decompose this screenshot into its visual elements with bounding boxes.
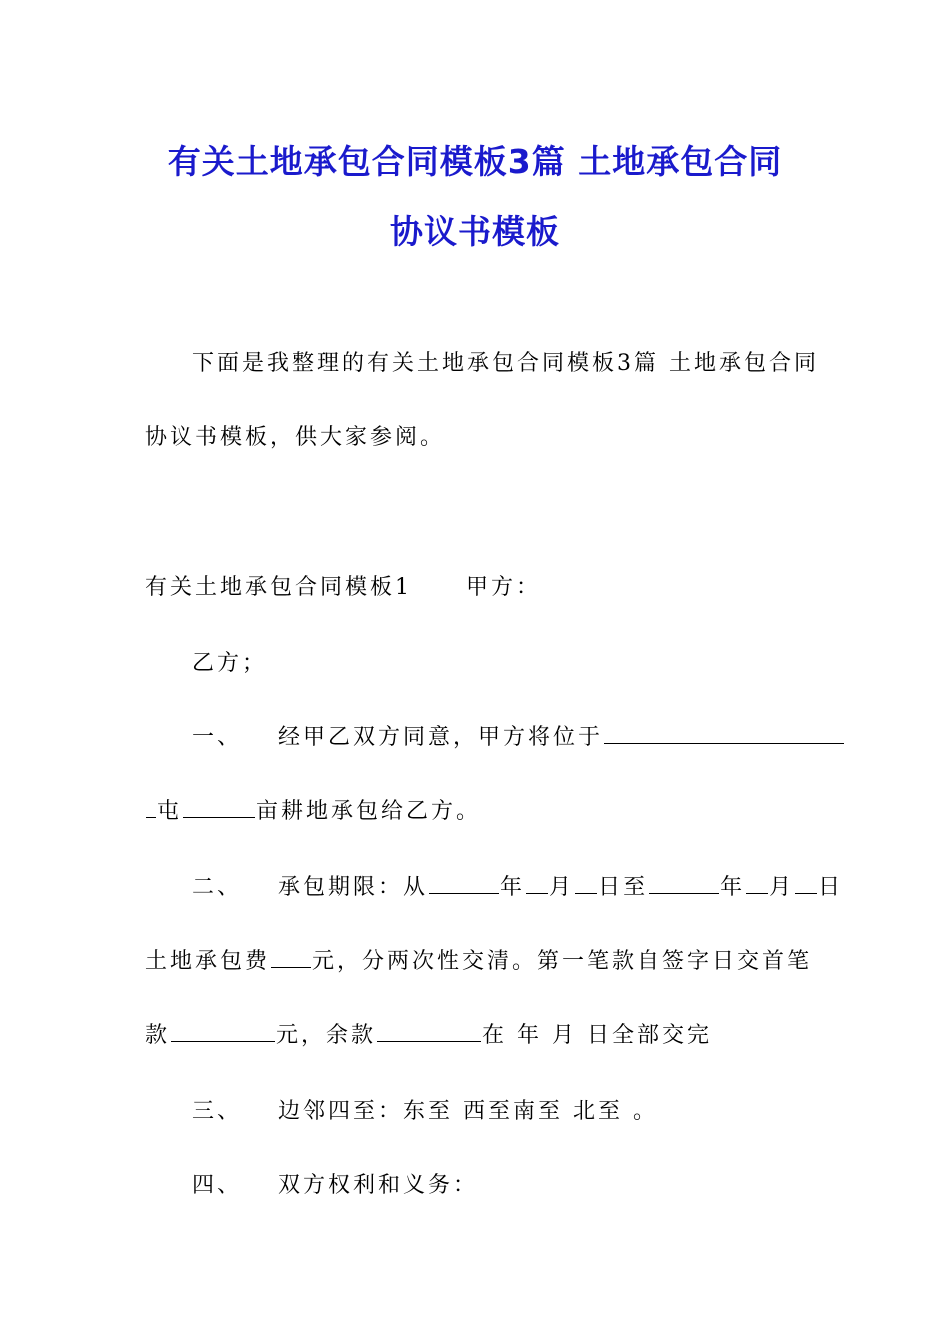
- location-blank: [604, 725, 844, 744]
- start-day-blank: [575, 875, 597, 894]
- clause-4-label: 四、: [192, 1173, 243, 1198]
- end-year-blank: [649, 875, 719, 894]
- clause-1-text-a: 经甲乙双方同意，甲方将位于: [278, 725, 604, 750]
- end-year-label: 年: [720, 875, 746, 900]
- clause-1-line-1: [192, 720, 845, 751]
- first-payment-label: 款: [145, 1023, 171, 1048]
- document-title-line-2: 协议书模板: [390, 212, 560, 251]
- party-a-label: 甲方：: [466, 575, 542, 600]
- end-month-label: 月: [769, 875, 795, 900]
- intro-line-1: 下面是我整理的有关土地承包合同模板3篇 土地承包合同: [192, 351, 819, 376]
- section-heading-row: [145, 570, 541, 601]
- clause-2-text-a: 承包期限：从: [278, 875, 429, 900]
- first-payment-blank: [171, 1023, 275, 1042]
- start-month-label: 月: [549, 875, 575, 900]
- clause-3-text: 边邻四至：东至 西至南至 北至 。: [278, 1099, 658, 1124]
- acreage-blank: [183, 799, 255, 818]
- party-b-label: 乙方；: [192, 651, 268, 676]
- fee-text: 元，分两次性交清。第一笔款自签字日交首笔: [312, 949, 813, 974]
- end-day-blank: [795, 875, 817, 894]
- fee-label: 土地承包费: [145, 949, 271, 974]
- end-day-label: 日: [818, 875, 844, 900]
- end-month-blank: [746, 875, 768, 894]
- clause-1-label: 一、: [192, 725, 243, 750]
- document-title-line-1: 有关土地承包合同模板3篇 土地承包合同: [167, 142, 783, 181]
- section-heading: 有关土地承包合同模板1: [145, 575, 412, 600]
- balance-label: 元，余款: [276, 1023, 377, 1048]
- start-year-label: 年: [500, 875, 526, 900]
- clause-1-text-c: 亩耕地承包给乙方。: [256, 799, 482, 824]
- clause-2-line-1: [192, 870, 843, 901]
- clause-1-text-b: 屯: [157, 799, 183, 824]
- balance-date-text: 在 年 月 日全部交完: [482, 1023, 713, 1048]
- clause-1-line-2: [145, 794, 481, 825]
- start-day-to-label: 日至: [598, 875, 649, 900]
- clause-4-line: [192, 1168, 478, 1199]
- clause-2-label: 二、: [192, 875, 243, 900]
- clause-2-line-3: [145, 1018, 712, 1049]
- clause-4-text: 双方权利和义务：: [278, 1173, 479, 1198]
- balance-blank: [377, 1023, 481, 1042]
- clause-3-label: 三、: [192, 1099, 243, 1124]
- start-year-blank: [429, 875, 499, 894]
- clause-2-line-2: [145, 944, 812, 975]
- clause-3-line: [192, 1094, 658, 1125]
- location-blank-cont: [146, 799, 156, 818]
- intro-line-2: 协议书模板，供大家参阅。: [145, 425, 446, 450]
- fee-blank: [271, 949, 311, 968]
- start-month-blank: [526, 875, 548, 894]
